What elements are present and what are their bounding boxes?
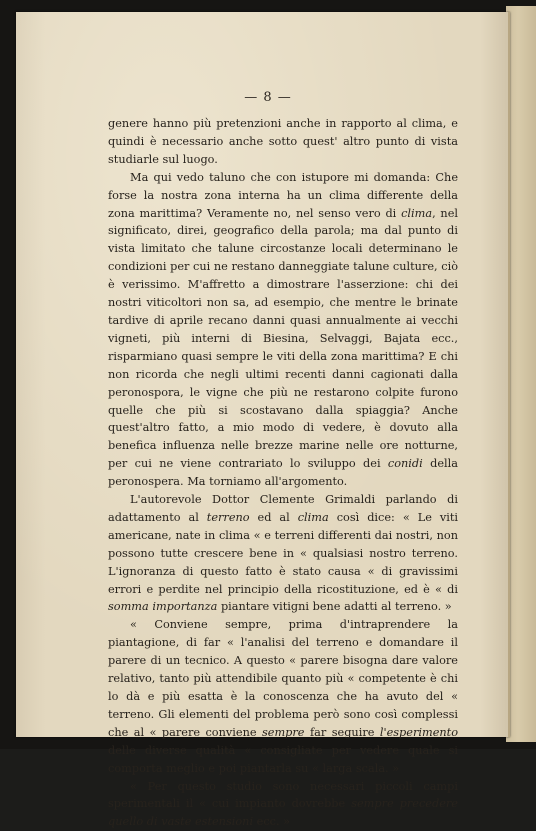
text-segment: « Per questo studio sono necessari piccoli campi sperimentali il « cui impianto dovrebbe: [108, 779, 458, 811]
italic-text: sempre precedere quello di vaste estensioni: [108, 797, 458, 829]
text-segment: , nel significato, direi, geografico della parola; ma dal punto di vista limitato che talune circostanze locali determinano le condizioni per cui ne restano danneggiate talune culture, ciò è verissimo. M'affretto a dimostrare l'asserzione: chi dei nostri viticoltori non sa, ad esempio, che mentre le brinate tardive di aprile recano danni quasi annualmente ai vecchi vigneti, più interni di Biesina, Selvaggi, Bajata ecc., risparmiano quasi sempre le viti della zona marittima? E chi non ricorda che negli ultimi recenti danni cagionati dalla peronospora, le vigne che più ne restarono colpite furono quelle che più si scostavano dalla spiaggia? Anche quest'altro fatto, a mio modo di vedere, è dovuto alla benefica influenza nelle brezze marine nelle ore notturne, per cui ne viene contrariato lo sviluppo dei: [108, 206, 459, 471]
text-segment: ed al: [249, 510, 298, 524]
italic-text: conidi: [387, 457, 423, 471]
italic-text: clima: [297, 510, 329, 524]
page-number: — 8 —: [244, 90, 292, 105]
text-segment: « Conviene sempre, prima d'intraprendere la piantagione, di far « l'analisi del terreno e domandare il parere di un tecnico. A questo « parere bisogna dare valore relativo, tanto più attendibile quanto più « competente è chi lo dà e più esatta è la conoscenza che ha avuto del « terreno. Gli elementi del problema però sono così complessi che al « parere conviene: [108, 618, 458, 739]
italic-text: l'esperimento: [379, 725, 459, 739]
next-page-edge: [506, 6, 536, 742]
paragraph: [108, 491, 458, 616]
text-segment: L'autorevole Dottor Clemente Grimaldi parlando di adattamento al: [108, 493, 458, 524]
text-segment: così dice: « Le viti americane, nate in clima « e terreni differenti dai nostri, non possono tutte crescere bene in « qualsiasi nostro terreno. L'ignoranza di questo fatto è stato causa « di gravissimi errori e perdite nel principio della ricostituzione, ed è « di: [108, 510, 458, 596]
text-segment: ecc. »: [253, 815, 291, 829]
text-segment: piantare vitigni bene adatti al terreno. »: [217, 600, 452, 614]
italic-text: somma importanza: [108, 600, 218, 614]
text-segment: genere hanno più pretenzioni anche in rapporto al clima, e quindi è necessario anche sotto quest' altro punto di vista studiarle sul luogo.: [108, 117, 458, 166]
paragraph: [108, 778, 458, 831]
text-segment: della peronospera. Ma torniamo all'argomento.: [108, 457, 458, 489]
body-text: [108, 115, 458, 831]
italic-text: clima: [401, 206, 433, 220]
paragraph: [108, 115, 458, 169]
text-segment: Ma qui vedo taluno che con istupore mi domanda: Che forse la nostra zona interna ha un clima differente della zona marittima? Veramente no, nel senso vero di: [108, 170, 458, 220]
italic-text: sempre: [261, 725, 305, 739]
text-segment: far seguire: [304, 725, 380, 739]
text-segment: delle diverse qualità « consigliate per vedere quale si comporta meglio e poi piantarla su « larga scala. »: [108, 743, 458, 775]
italic-text: terreno: [206, 510, 250, 524]
paragraph: [108, 169, 458, 491]
paragraph: [108, 616, 458, 777]
